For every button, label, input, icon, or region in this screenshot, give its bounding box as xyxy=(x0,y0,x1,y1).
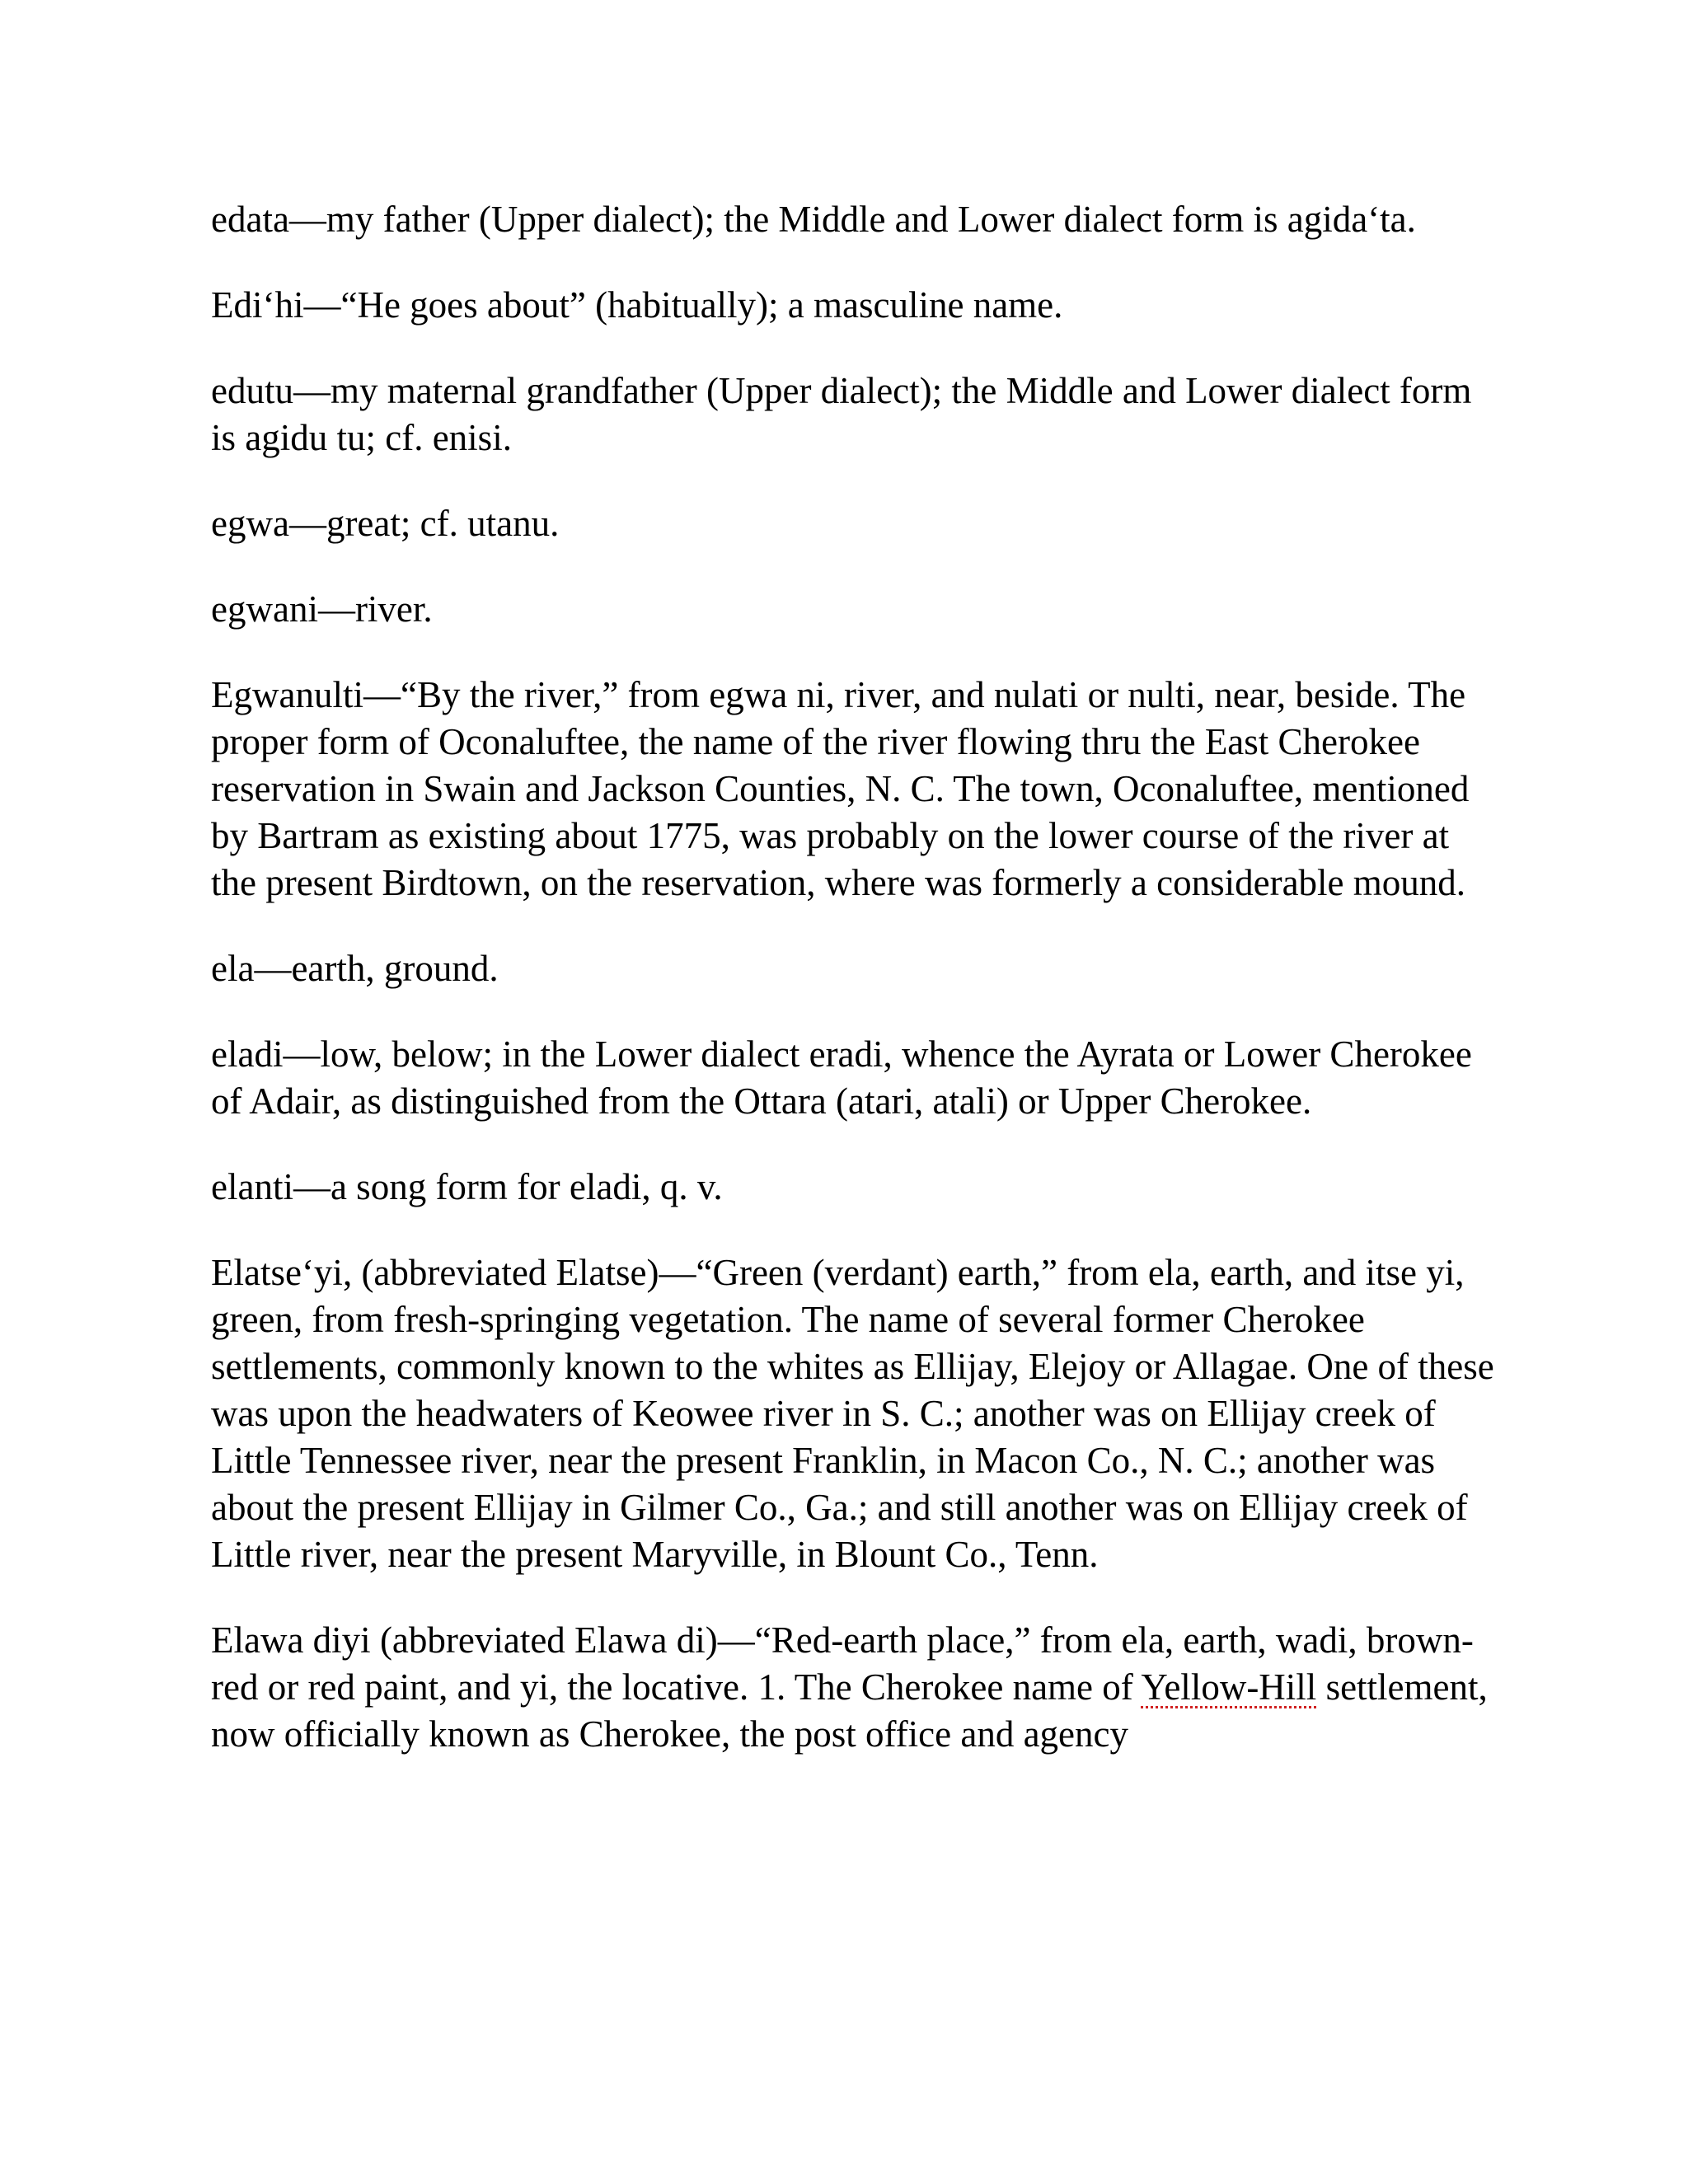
entry-text-before: Elawa diyi (abbreviated Elawa di)—“Red-earth place,” from ela, earth, wadi, brown-red or red paint, and yi, the locative. 1. The Cherokee name of xyxy=(211,1619,1474,1708)
glossary-entry-egwa: egwa—great; cf. utanu. xyxy=(211,503,560,544)
glossary-entry-ela: ela—earth, ground. xyxy=(211,948,499,989)
glossary-entry-egwani: egwani—river. xyxy=(211,588,433,630)
glossary-entry-eladi: eladi—low, below; in the Lower dialect eradi, whence the Ayrata or Lower Cherokee of Adair, as distinguished from the Ottara (atari, atali) or Upper Cherokee. xyxy=(211,1033,1472,1122)
glossary-entry-elatseyi: Elatse‘yi, (abbreviated Elatse)—“Green (verdant) earth,” from ela, earth, and itse yi, green, from fresh-springing vegetation. The name of several former Cherokee settlements, commonly known to the whites as Ellijay, Elejoy or Allagae. One of these was upon the headwaters of Keowee river in S. C.; another was on Ellijay creek of Little Tennessee river, near the present Franklin, in Macon Co., N. C.; another was about the present Ellijay in Gilmer Co., Ga.; and still another was on Ellijay creek of Little river, near the present Maryville, in Blount Co., Tenn. xyxy=(211,1252,1494,1575)
glossary-entry-edata: edata—my father (Upper dialect); the Middle and Lower dialect form is agida‘ta. xyxy=(211,199,1416,240)
glossary-entry-edihi: Edi‘hi—“He goes about” (habitually); a masculine name. xyxy=(211,284,1063,326)
glossary-entry-egwanulti: Egwanulti—“By the river,” from egwa ni, river, and nulati or nulti, near, beside. The proper form of Oconaluftee, the name of the river flowing thru the East Cherokee reservation in Swain and Jackson Counties, N. C. The town, Oconaluftee, mentioned by Bartram as existing about 1775, was probably on the lower course of the river at the present Birdtown, on the reservation, where was formerly a considerable mound. xyxy=(211,674,1470,903)
document-body xyxy=(211,196,1497,1797)
entry-text-after: settlement, now officially known as Cherokee, the post office and agency xyxy=(211,1666,1488,1755)
spellcheck-flagged-word[interactable]: Yellow-Hill xyxy=(1141,1666,1317,1708)
glossary-entry-elawadiyi xyxy=(211,1617,1497,1758)
glossary-entry-edutu: edutu—my maternal grandfather (Upper dialect); the Middle and Lower dialect form is agidu tu; cf. enisi. xyxy=(211,370,1472,458)
glossary-entry-elanti: elanti—a song form for eladi, q. v. xyxy=(211,1166,723,1207)
